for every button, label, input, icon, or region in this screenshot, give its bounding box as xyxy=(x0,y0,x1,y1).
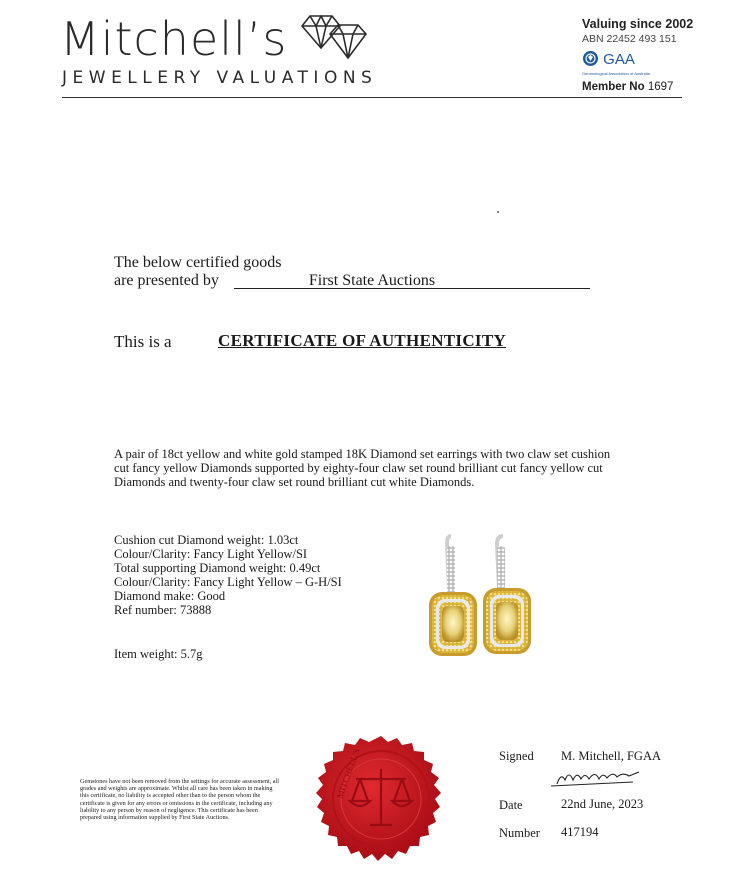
spec-line: Diamond make: Good xyxy=(114,589,226,603)
gaa-logo-text: GAA xyxy=(603,51,635,68)
spec-line: Colour/Clarity: Fancy Light Yellow/SI xyxy=(114,547,308,561)
intro-line-1: The below certified goods xyxy=(114,254,282,271)
item-description: A pair of 18ct yellow and white gold stamped 18K Diamond set earrings with two claw set cushion cut fancy yellow Diamonds supported by eighty-four claw set round brilliant cut fancy yellow cut Diamonds and twenty-four claw set round brilliant cut white Diamonds. xyxy=(114,447,611,489)
spec-line: Cushion cut Diamond weight: 1.03ct xyxy=(114,533,299,547)
header-divider xyxy=(62,97,682,98)
gaa-logo xyxy=(582,50,635,68)
number-value: 417194 xyxy=(561,825,599,839)
item-weight: Item weight: 5.7g xyxy=(114,647,203,661)
abn-number: ABN 22452 493 151 xyxy=(582,33,677,45)
diamond-logo-icon xyxy=(298,12,370,64)
wax-seal-icon xyxy=(308,727,450,869)
member-value: 1697 xyxy=(647,81,674,93)
disclaimer-text: Gemstones have not been removed from the settings for accurate assessment, all grades and weights are approximate. Whilst all care has been taken in making this certificate, no liability is accepted other than to the person whom the certificate is given for any errors or omissions in the certificate, including any liability to any person by reason of negligence. This certificate has been prepared using information supplied by First State Auctions. xyxy=(80,778,279,822)
certificate-prefix: This is a xyxy=(114,332,172,351)
spec-line: Ref number: 73888 xyxy=(114,603,212,617)
date-label: Date xyxy=(499,798,523,812)
brand-subtitle: JEWELLERY VALUATIONS xyxy=(62,68,378,88)
earrings-photo xyxy=(425,532,555,664)
signature-icon xyxy=(545,768,645,792)
signed-label: Signed xyxy=(499,749,534,763)
valuing-since: Valuing since 2002 xyxy=(582,17,694,31)
intro-line-2: are presented by xyxy=(114,272,219,289)
date-value: 22nd June, 2023 xyxy=(561,797,644,811)
right-earring xyxy=(483,536,531,654)
gaa-emblem-icon xyxy=(582,50,599,67)
presenter-field xyxy=(234,272,590,289)
spec-line: Colour/Clarity: Fancy Light Yellow – G-H/SI xyxy=(114,575,342,589)
spec-line: Total supporting Diamond weight: 0.49ct xyxy=(114,561,321,575)
presenter-name: First State Auctions xyxy=(308,272,436,289)
member-number xyxy=(582,81,673,93)
gaa-logo-subtitle: Gemmological Association of Australia xyxy=(582,71,650,76)
brand-name: Mitchell’s xyxy=(60,12,288,66)
speck xyxy=(497,211,499,213)
left-earring xyxy=(429,536,477,656)
member-label: Member No xyxy=(582,81,645,93)
number-label: Number xyxy=(499,826,540,840)
signed-value: M. Mitchell, FGAA xyxy=(561,749,661,763)
seal-text: MITCHELL'S xyxy=(334,747,362,800)
certificate-title: CERTIFICATE OF AUTHENTICITY xyxy=(218,331,507,350)
